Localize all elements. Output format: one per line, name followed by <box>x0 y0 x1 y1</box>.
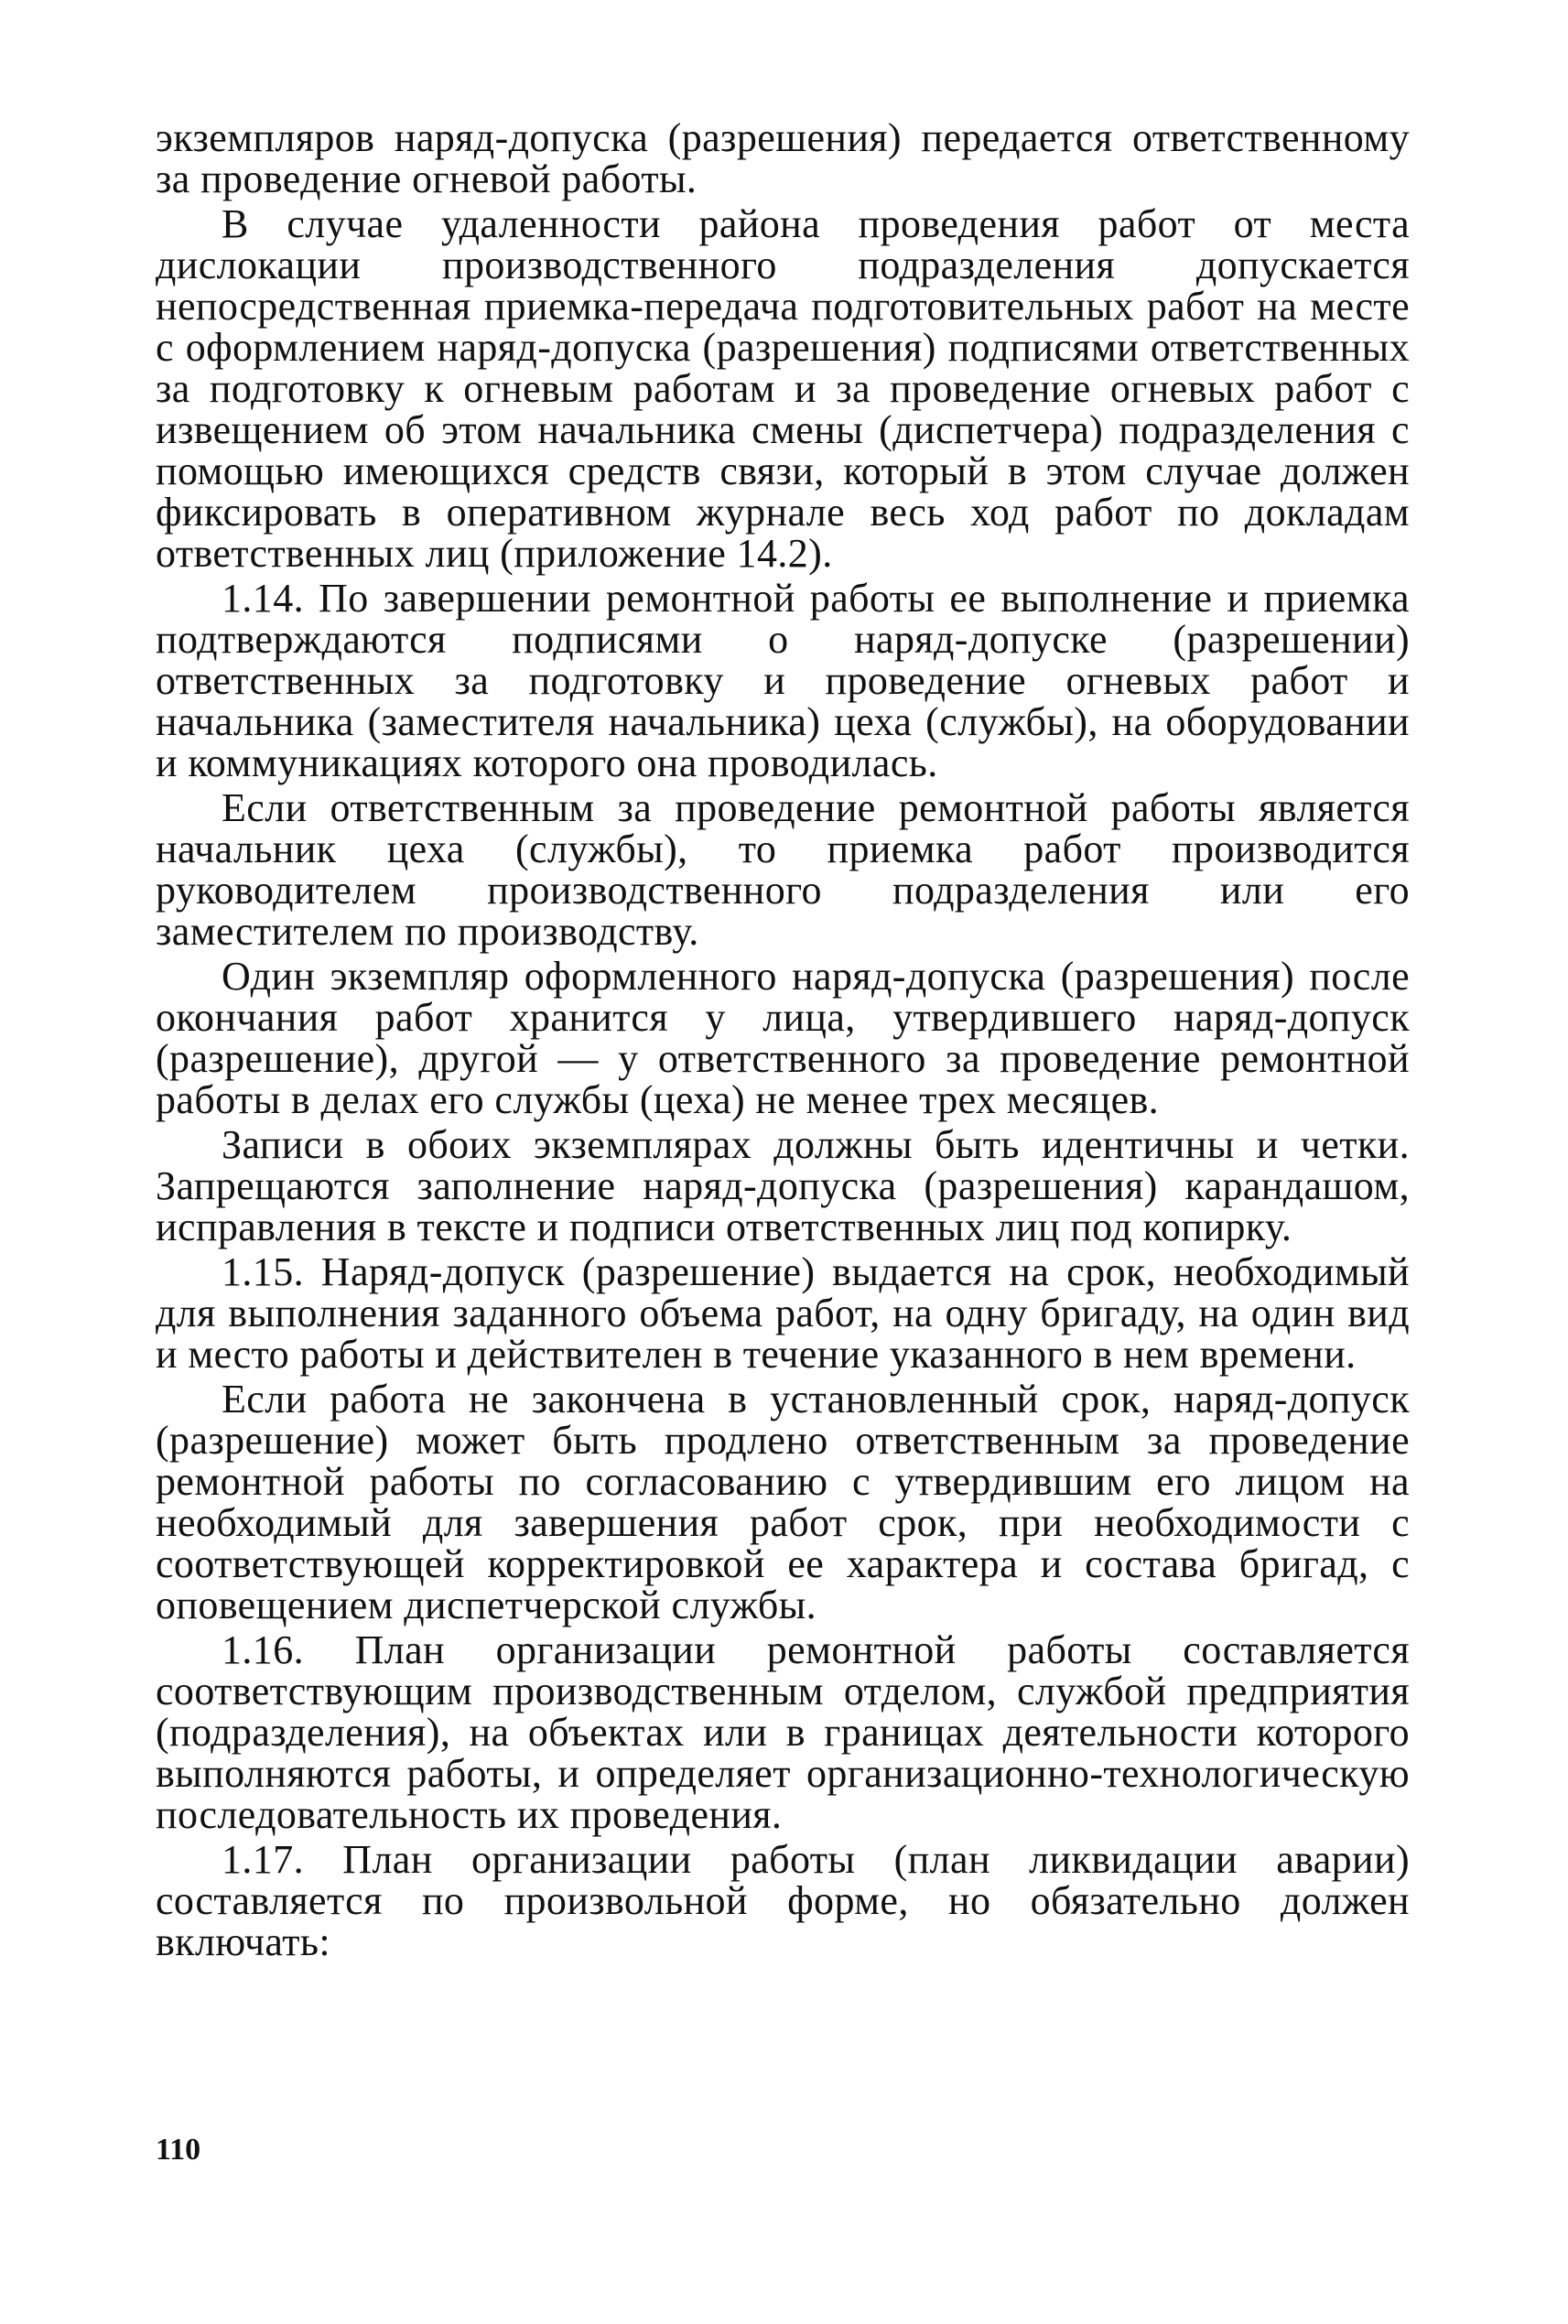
paragraph: Если работа не закончена в установленный срок, наряд-допуск (разрешение) может быть продлено ответственным за проведение ремонтной работы по согласованию с утвердившим его лицом на необходимый для завершения работ срок, при необходимости с соответствующей корректировкой ее характера и состава бригад, с оповещением диспетчерской службы. <box>156 1377 1410 1627</box>
paragraph: экземпляров наряд-допуска (разрешения) передается ответственному за проведение огневой работы. <box>156 115 1410 201</box>
paragraph: Записи в обоих экземплярах должны быть идентичны и четки. Запрещаются заполнение наряд-допуска (разрешения) карандашом, исправления в тексте и подписи ответственных лиц под копирку. <box>156 1122 1410 1249</box>
paragraph: В случае удаленности района проведения работ от места дислокации производственного подразделения допускается непосредственная приемка-передача подготовительных работ на месте с оформлением наряд-допуска (разрешения) подписями ответственных за подготовку к огневым работам и за проведение огневых работ с извещением об этом начальника смены (диспетчера) подразделения с помощью имеющихся средств связи, который в этом случае должен фиксировать в оперативном журнале весь ход работ по докладам ответственных лиц (приложение 14.2). <box>156 201 1410 576</box>
paragraph-1-16: 1.16. План организации ремонтной работы составляется соответствующим производственным отделом, службой предприятия (подразделения), на объектах или в границах деятельности которого выполняются работы, и определяет организационно-технологическую последовательность их проведения. <box>156 1627 1410 1837</box>
paragraph: Один экземпляр оформленного наряд-допуска (разрешения) после окончания работ хранится у лица, утвердившего наряд-допуск (разрешение), другой — у ответственного за проведение ремонтной работы в делах его службы (цеха) не менее трех месяцев. <box>156 954 1410 1122</box>
page-number: 110 <box>156 2133 201 2167</box>
paragraph-1-14: 1.14. По завершении ремонтной работы ее выполнение и приемка подтверждаются подписями о наряд-допуске (разрешении) ответственных за подготовку и проведение огневых работ и начальника (заместителя начальника) цеха (службы), на оборудовании и коммуникациях которого она проводилась. <box>156 576 1410 785</box>
paragraph-1-17: 1.17. План организации работы (план ликвидации аварии) составляется по произвольной форме, но обязательно должен включать: <box>156 1837 1410 1964</box>
page-body <box>156 117 1410 1966</box>
paragraph-1-15: 1.15. Наряд-допуск (разрешение) выдается на срок, необходимый для выполнения заданного объема работ, на одну бригаду, на один вид и место работы и действителен в течение указанного в нем времени. <box>156 1249 1410 1377</box>
paragraph: Если ответственным за проведение ремонтной работы является начальник цеха (службы), то приемка работ производится руководителем производственного подразделения или его заместителем по производству. <box>156 785 1410 954</box>
